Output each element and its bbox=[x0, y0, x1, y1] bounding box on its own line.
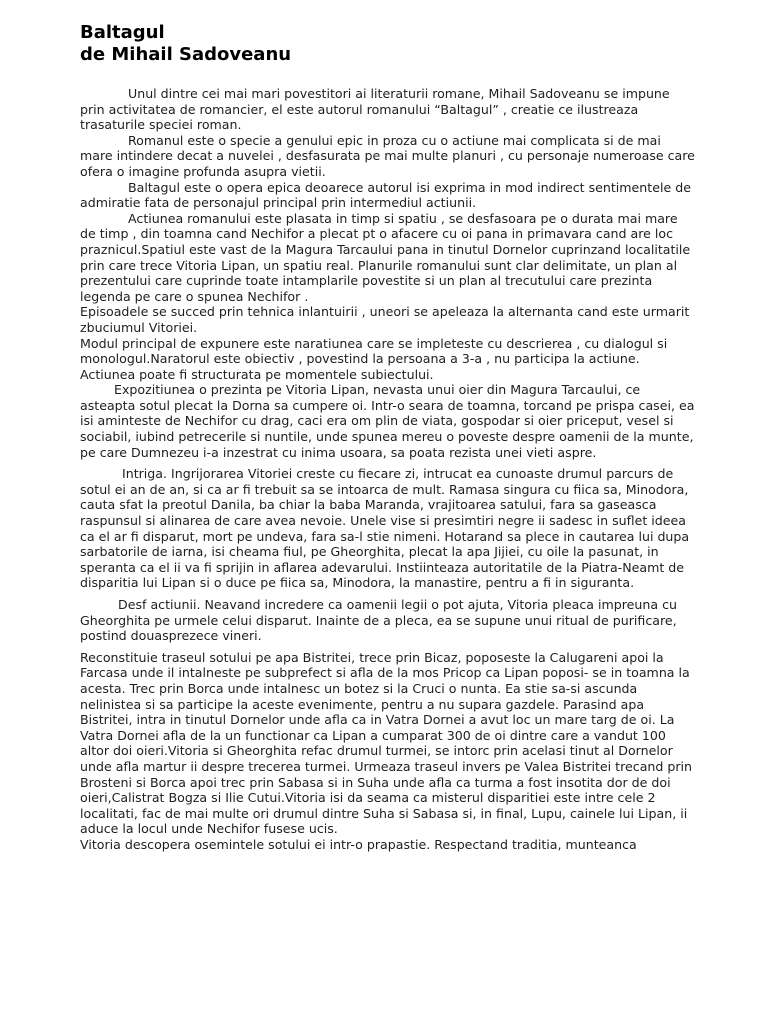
paragraph-structure: Actiunea poate fi structurata pe momentele subiectului. bbox=[80, 366, 434, 382]
paragraph-roman-definition: Romanul este o specie a genului epic in proza cu o actiune mai complicata si de mai mare intindere decat a nuvelei , desfasurata pe mai multe planuri , cu personaje numeroase care ofera o imagine profunda asupra vietii. bbox=[80, 132, 695, 179]
paragraph-intro: Unul dintre cei mai mari povestitori ai literaturii romane, Mihail Sadoveanu se impune prin activitatea de romancier, el este autorul romanului “Baltagul” , creatie ce ilustreaza trasaturile speciei roman. bbox=[80, 86, 670, 133]
paragraph-episodes: Episoadele se succed prin tehnica inlantuirii , uneori se apeleaza la alternanta cand este urmarit zbuciumul Vitoriei. bbox=[80, 304, 690, 335]
paragraph-journey: Reconstituie traseul sotului pe apa Bistritei, trece prin Bicaz, poposeste la Calugareni apoi la Farcasa unde il intalneste pe subprefect si afla de la mos Pricop ca Lipan poposi- se in toamna la acesta. Trec prin Borca unde intalnesc un botez si la Cruci o nunta. Ea stie sa-si ascunda nelinistea si sa participe la aceste evenimente, pentru a nu supara gazdele. Parasind apa Bistritei, intra in tinutul Dornelor unde afla ca in Vatra Dornei a avut loc un mare targ de oi. La Vatra Dornei afla de la un functionar ca Lipan a cumparat 300 de oi dintre care a vandut 100 altor doi oieri.Vitoria si Gheorghita refac drumul turmei, se intorc prin acelasi tinut al Dornelor unde afla martur ii despre trecerea turmei. Urmeaza traseul invers pe Valea Bistritei trecand prin Brosteni si Borca apoi trec prin Sabasa si in Suha unde afla ca turma a fost insotita dor de doi oieri,Calistrat Bogza si Ilie Cutui.Vitoria isi da seama ca misterul disparitiei este intre cele 2 localitati, fac de mai multe ori drumul dintre Suha si Sabasa si, in final, Lupu, cainele lui Lipan, ii aduce la locul unde Nechifor fusese ucis. bbox=[80, 649, 693, 837]
title-work: Baltagul bbox=[80, 22, 165, 43]
paragraph-narration: Modul principal de expunere este naratiunea care se impleteste cu descrierea , cu dialogul si monologul.Naratorul este obiectiv , povestind la persoana a 3-a , nu participa la actiune. bbox=[80, 335, 668, 367]
paragraph-epic-work: Baltagul este o opera epica deoarece autorul isi exprima in mod indirect sentimentele de admiratie fata de personajul principal prin intermediul actiunii. bbox=[80, 179, 691, 211]
paragraph-discovery: Vitoria descopera osemintele sotului ei intr-o prapastie. Respectand traditia, munteanca bbox=[80, 836, 637, 852]
document-title bbox=[80, 22, 291, 66]
title-author: de Mihail Sadoveanu bbox=[80, 44, 292, 65]
paragraph-exposition: Expozitiunea o prezinta pe Vitoria Lipan, nevasta unui oier din Magura Tarcaului, ce asteapta sotul plecat la Dorna sa cumpere oi. Intr-o seara de toamna, torcand pe prispa casei, ea isi aminteste de Nechifor cu drag, caci era om plin de viata, gospodar si oier priceput, vesel si sociabil, iubind petrecerile si nuntile, unde spunea mereu o poveste despre oamenii de la munte, pe care Dumnezeu i-a inzestrat cu inima usoara, sa poata rezista unei vieti aspre. bbox=[80, 382, 695, 460]
paragraph-intrigue: Intriga. Ingrijorarea Vitoriei creste cu fiecare zi, intrucat ea cunoaste drumul parcurs de sotul ei an de an, si ca ar fi trebuit sa se intoarca de mult. Ramasa singura cu fiica sa, Minodora, cauta sfat la preotul Danila, ba chiar la baba Maranda, vrajitoarea satului, fara sa gaseasca raspunsul si alinarea de care avea nevoie. Unele vise si presimtiri negre ii sadesc in suflet ideea ca el ar fi disparut, mort pe undeva, fara sa-l stie nimeni. Hotarand sa plece in cautarea lui dupa sarbatorile de iarna, isi cheama fiul, pe Gheorghita, plecat la apa Jijiei, cu oile la pasunat, in speranta ca el ii va fi sprijin in aflarea adevarului. Instiinteaza autoritatile de la Piatra-Neamt de disparitia lui Lipan si o duce pe fiica sa, Minodora, la manastire, pentru a fi in siguranta. bbox=[80, 466, 690, 591]
paragraph-action: Desf actiunii. Neavand incredere ca oamenii legii o pot ajuta, Vitoria pleaca impreuna cu Gheorghita pe urmele celui disparut. Inainte de a pleca, ea se supune unui ritual de purificare, postind douasprezece vineri. bbox=[80, 597, 677, 644]
document-body bbox=[80, 86, 696, 853]
paragraph-time-space: Actiunea romanului este plasata in timp si spatiu , se desfasoara pe o durata mai mare de timp , din toamna cand Nechifor a plecat pt o afacere cu oi pana in primavara cand are loc praznicul.Spatiul este vast de la Magura Tarcaului pana in tinutul Dornelor cuprinzand localitatile prin care trece Vitoria Lipan, un spatiu real. Planurile romanului sunt clar delimitate, un plan al prezentului care cuprinde toate intamplarile povestite si un plan al trecutului care prezinta legenda pe care o spunea Nechifor . bbox=[80, 210, 691, 304]
